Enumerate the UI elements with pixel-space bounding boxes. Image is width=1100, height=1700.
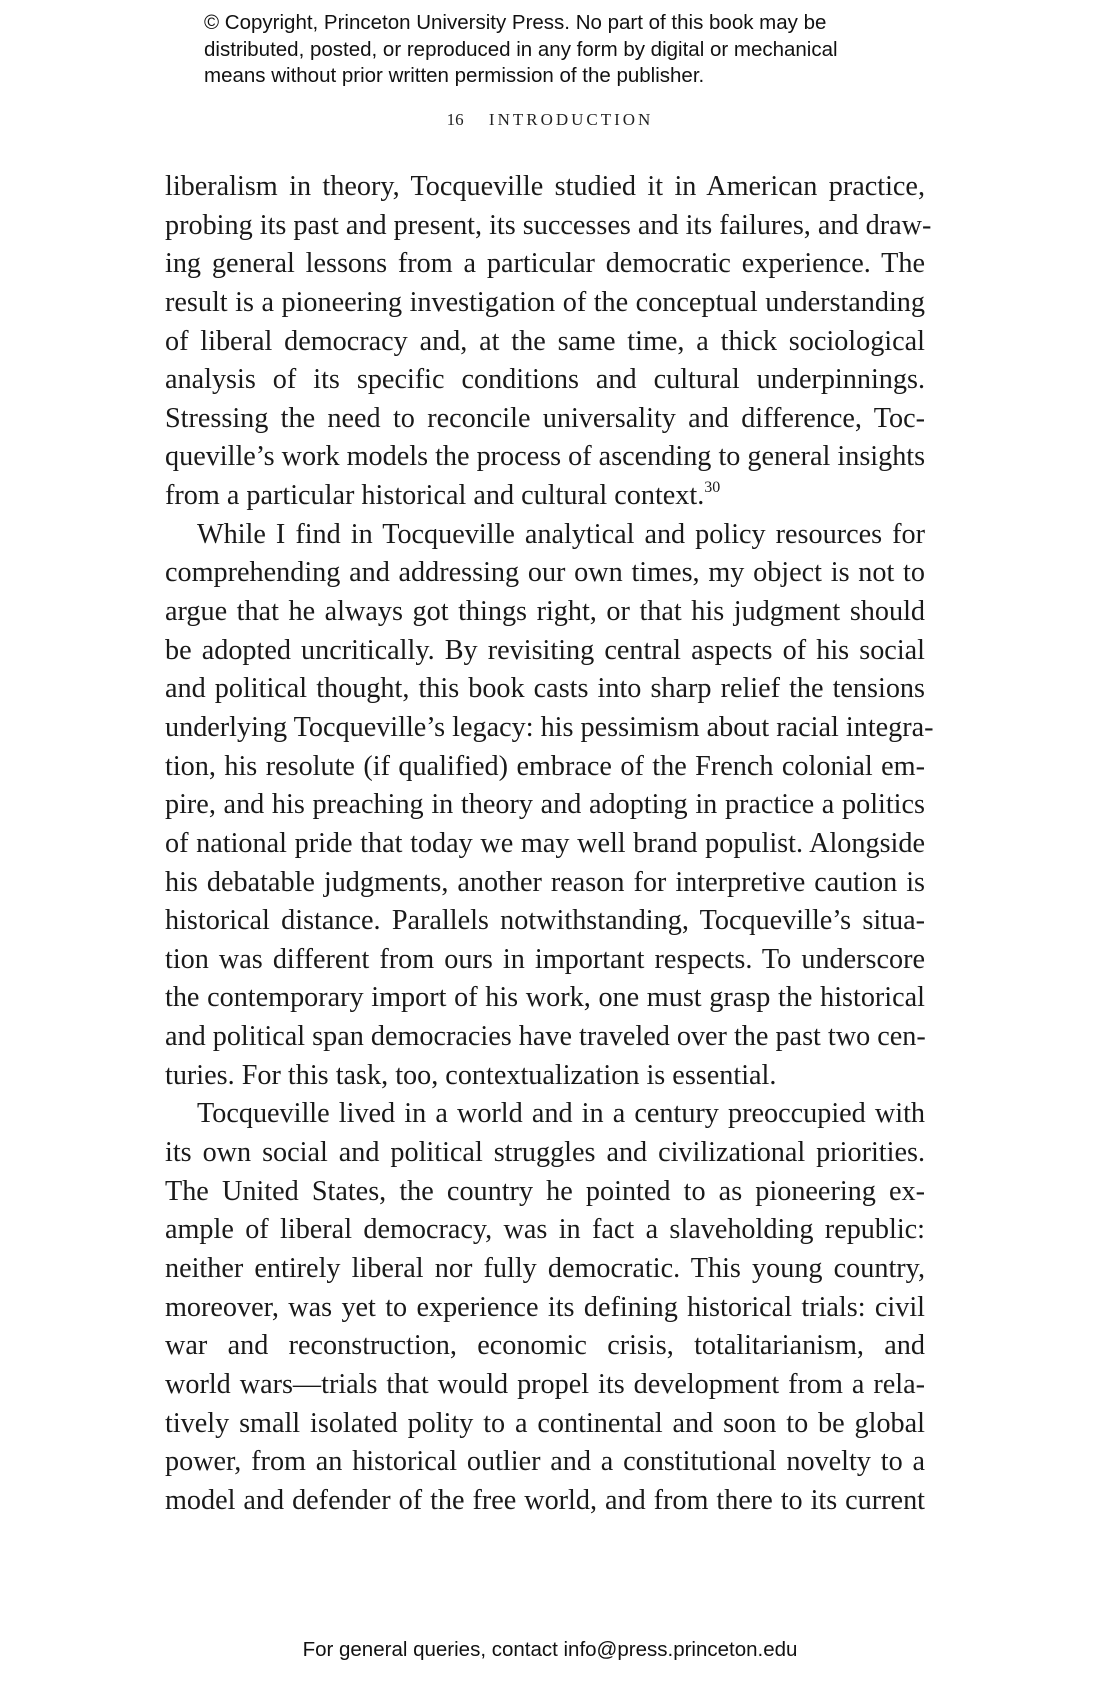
text-line: probing its past and present, its successes and its failures, and draw-: [165, 209, 932, 241]
text-line: tion, his resolute (if qualified) embrace of the French colonial em-: [165, 750, 925, 782]
footnote-reference[interactable]: 30: [704, 479, 721, 497]
text-line: Stressing the need to reconcile universality and difference, Toc-: [165, 402, 925, 434]
text-line: pire, and his preaching in theory and adopting in practice a politics: [165, 789, 925, 821]
paragraph-start-line: While I find in Tocqueville analytical and policy resources for: [197, 518, 925, 550]
text-line: be adopted uncritically. By revisiting central aspects of his social: [165, 634, 925, 666]
text-line: tion was different from ours in important respects. To underscore: [165, 943, 925, 975]
text-line: the contemporary import of his work, one must grasp the historical: [165, 982, 925, 1014]
text-line: moreover, was yet to experience its defining historical trials: civil: [165, 1291, 925, 1323]
text-line: neither entirely liberal nor fully democratic. This young country,: [165, 1252, 925, 1284]
text-line: its own social and political struggles and civilizational priorities.: [165, 1137, 925, 1169]
text-line: analysis of its specific conditions and cultural underpinnings.: [165, 364, 925, 396]
text-line: historical distance. Parallels notwithstanding, Tocqueville’s situa-: [165, 905, 925, 937]
text-line: result is a pioneering investigation of the conceptual understanding: [165, 286, 925, 318]
text-line-content: from a particular historical and cultural context.: [165, 480, 705, 512]
text-line: The United States, the country he pointed to as pioneering ex-: [165, 1175, 925, 1207]
text-line: model and defender of the free world, and from there to its current: [165, 1484, 925, 1516]
text-line: and political thought, this book casts into sharp relief the tensions: [165, 673, 925, 705]
text-line: of liberal democracy and, at the same time, a thick sociological: [165, 325, 925, 357]
copyright-line: © Copyright, Princeton University Press. No part of this book may be: [204, 11, 827, 34]
text-line: tively small isolated polity to a continental and soon to be global: [165, 1407, 925, 1439]
text-line: liberalism in theory, Tocqueville studied it in American practice,: [165, 171, 925, 202]
text-line: his debatable judgments, another reason for interpretive caution is: [165, 866, 925, 898]
text-line: ample of liberal democracy, was in fact a slaveholding republic:: [165, 1214, 925, 1246]
text-line: comprehending and addressing our own times, my object is not to: [165, 557, 925, 589]
text-line: ing general lessons from a particular democratic experience. The: [165, 248, 925, 280]
text-line: of national pride that today we may well brand populist. Alongside: [165, 827, 925, 859]
contact-footer: For general queries, contact info@press.princeton.edu: [302, 1638, 798, 1661]
body-text: [165, 168, 934, 1520]
text-line: war and reconstruction, economic crisis, totalitarianism, and: [165, 1330, 925, 1362]
copyright-line: means without prior written permission of the publisher.: [204, 64, 705, 87]
section-title: INTRODUCTION: [488, 110, 654, 129]
text-line: turies. For this task, too, contextualization is essential.: [165, 1059, 777, 1091]
page-number: 16: [446, 110, 464, 129]
text-line: [165, 477, 925, 516]
text-line: argue that he always got things right, or that his judgment should: [165, 596, 925, 628]
text-line: and political span democracies have traveled over the past two cen-: [165, 1021, 926, 1053]
text-line: power, from an historical outlier and a constitutional novelty to a: [165, 1446, 925, 1478]
copyright-notice: [204, 10, 924, 90]
text-line: underlying Tocqueville’s legacy: his pessimism about racial integra-: [165, 711, 934, 743]
paragraph-start-line: Tocqueville lived in a world and in a century preoccupied with: [197, 1098, 925, 1130]
running-head: [0, 110, 1100, 130]
text-line: queville’s work models the process of ascending to general insights: [165, 441, 926, 473]
copyright-line: distributed, posted, or reproduced in any form by digital or mechanical: [204, 37, 838, 61]
text-line: world wars—trials that would propel its development from a rela-: [165, 1368, 925, 1400]
